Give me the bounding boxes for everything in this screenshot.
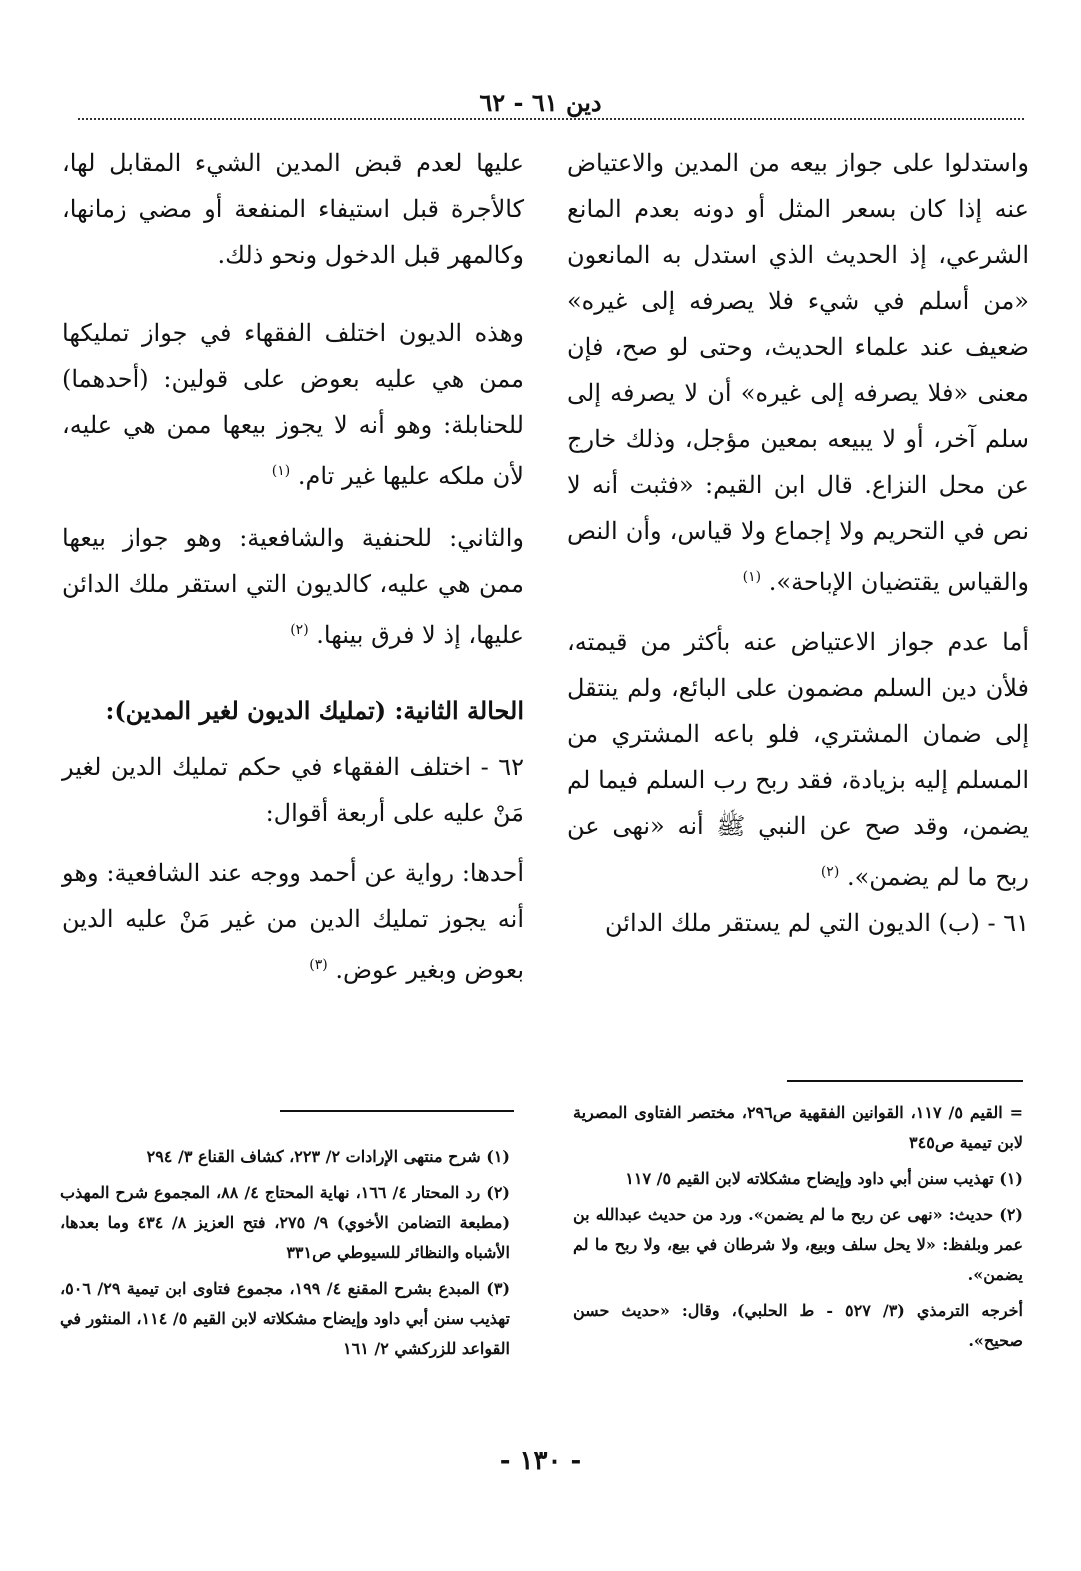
- section-heading: الحالة الثانية: (تمليك الديون لغير المدين):: [105, 696, 524, 725]
- footnote-ref: (١): [742, 569, 762, 585]
- right-paragraph-1-text: واستدلوا على جواز بيعه من المدين والاعتياض عنه إذا كان بسعر المثل أو دونه بعدم المانع الشرعي، إذ الحديث الذي استدل به المانعون «من أسلم في شيء فلا يصرفه إلى غيره» ضعيف عند علماء الحديث، وحتى لو صح، فإن معنى «فلا يصرفه إلى غيره» أن لا يصرفه إلى سلم آخر، أو لا يبيعه بمعين مؤجل، وذلك خارج عن محل النزاع. قال ابن القيم: «فثبت أنه لا نص في التحريم ولا إجماع ولا قياس، وأن النص والقياس يقتضيان الإباحة».: [567, 149, 1029, 596]
- right-paragraph-2: [567, 619, 1029, 900]
- footnote: (٢) حديث: «نهى عن ربح ما لم يضمن». ورد من حديث عبدالله بن عمر وبلفظ: «لا يحل سلف وبيع، ولا شرطان في بيع، ولا ربح ما لم يضمن».: [573, 1205, 1023, 1284]
- left-paragraph-4: ٦٢ - اختلف الفقهاء في حكم تمليك الدين لغير مَنْ عليه على أربعة أقوال:: [62, 753, 524, 827]
- footnote: أخرجه الترمذي (٣/ ٥٢٧ - ط الحلبي)، وقال: «حديث حسن صحيح».: [573, 1301, 1024, 1350]
- footnote-ref: (٢): [290, 622, 309, 638]
- left-paragraph-2: [62, 310, 524, 499]
- footnote-ref: (٣): [309, 957, 328, 973]
- header-divider: [78, 118, 1024, 120]
- left-paragraph-2-text: وهذه الديون اختلف الفقهاء في جواز تمليكها ممن هي عليه بعوض على قولين: (أحدهما) للحنابلة: وهو أنه لا يجوز بيعها ممن هي عليه، لأن ملكه عليها غير تام.: [62, 319, 524, 490]
- footnote-ref: (٢): [820, 864, 840, 880]
- right-paragraph-1: [567, 140, 1029, 605]
- footnote-divider-right: [787, 1080, 1023, 1082]
- right-paragraph-2-text: أما عدم جواز الاعتياض عنه بأكثر من قيمته، فلأن دين السلم مضمون على البائع، ولم ينتقل إلى ضمان المشتري، فلو باعه المشتري من المسلم إليه بزيادة، فقد ربح رب السلم فيما لم يضمن، وقد صح عن النبي ﷺ أنه «نهى عن ربح ما لم يضمن».: [567, 628, 1029, 891]
- footnote: (١) شرح منتهى الإرادات ٢/ ٢٢٣، كشاف القناع ٣/ ٢٩٤: [146, 1147, 510, 1166]
- right-column: [567, 140, 1029, 946]
- page-number: - ١٣٠ -: [499, 1446, 582, 1476]
- left-paragraph-5: [62, 850, 524, 993]
- footnotes-right: [573, 1098, 1023, 1362]
- footnote: (٣) المبدع بشرح المقنع ٤/ ١٩٩، مجموع فتاوى ابن تيمية ٢٩/ ٥٠٦، تهذيب سنن أبي داود وإيضاح مشكلاته لابن القيم ٥/ ١١٤، المنثور في القواعد للزركشي ٢/ ١٦١: [60, 1279, 511, 1358]
- footnote: (١) تهذيب سنن أبي داود وإيضاح مشكلاته لابن القيم ٥/ ١١٧: [625, 1169, 1023, 1188]
- footnotes-left: [60, 1142, 510, 1370]
- footnote-divider-left: [280, 1110, 514, 1112]
- right-paragraph-3: ٦١ - (ب) الديون التي لم يستقر ملك الدائن: [605, 909, 1029, 937]
- left-paragraph-5-text: أحدها: رواية عن أحمد ووجه عند الشافعية: وهو أنه يجوز تمليك الدين من غير مَنْ عليه الدين بعوض وبغير عوض.: [62, 859, 525, 984]
- running-header: دين ٦١ - ٦٢: [479, 88, 602, 117]
- footnote: = القيم ٥/ ١١٧، القوانين الفقهية ص٢٩٦، مختصر الفتاوى المصرية لابن تيمية ص٣٤٥: [573, 1103, 1024, 1152]
- footnote: (٢) رد المحتار ٤/ ١٦٦، نهاية المحتاج ٤/ ٨٨، المجموع شرح المهذب (مطبعة التضامن الأخوي) ٩/ ٢٧٥، فتح العزيز ٨/ ٤٣٤ وما بعدها، الأشباه والنظائر للسيوطي ص٣٣١: [60, 1183, 511, 1262]
- left-paragraph-1: عليها لعدم قبض المدين الشيء المقابل لها، كالأجرة قبل استيفاء المنفعة أو مضي زمانها، وكالمهر قبل الدخول ونحو ذلك.: [62, 149, 524, 269]
- left-paragraph-3: [62, 515, 524, 658]
- footnote-ref: (١): [271, 463, 291, 479]
- left-column: [62, 140, 524, 993]
- left-paragraph-3-text: والثاني: للحنفية والشافعية: وهو جواز بيعها ممن هي عليه، كالديون التي استقر ملك الدائن عليها، إذ لا فرق بينها.: [62, 524, 524, 649]
